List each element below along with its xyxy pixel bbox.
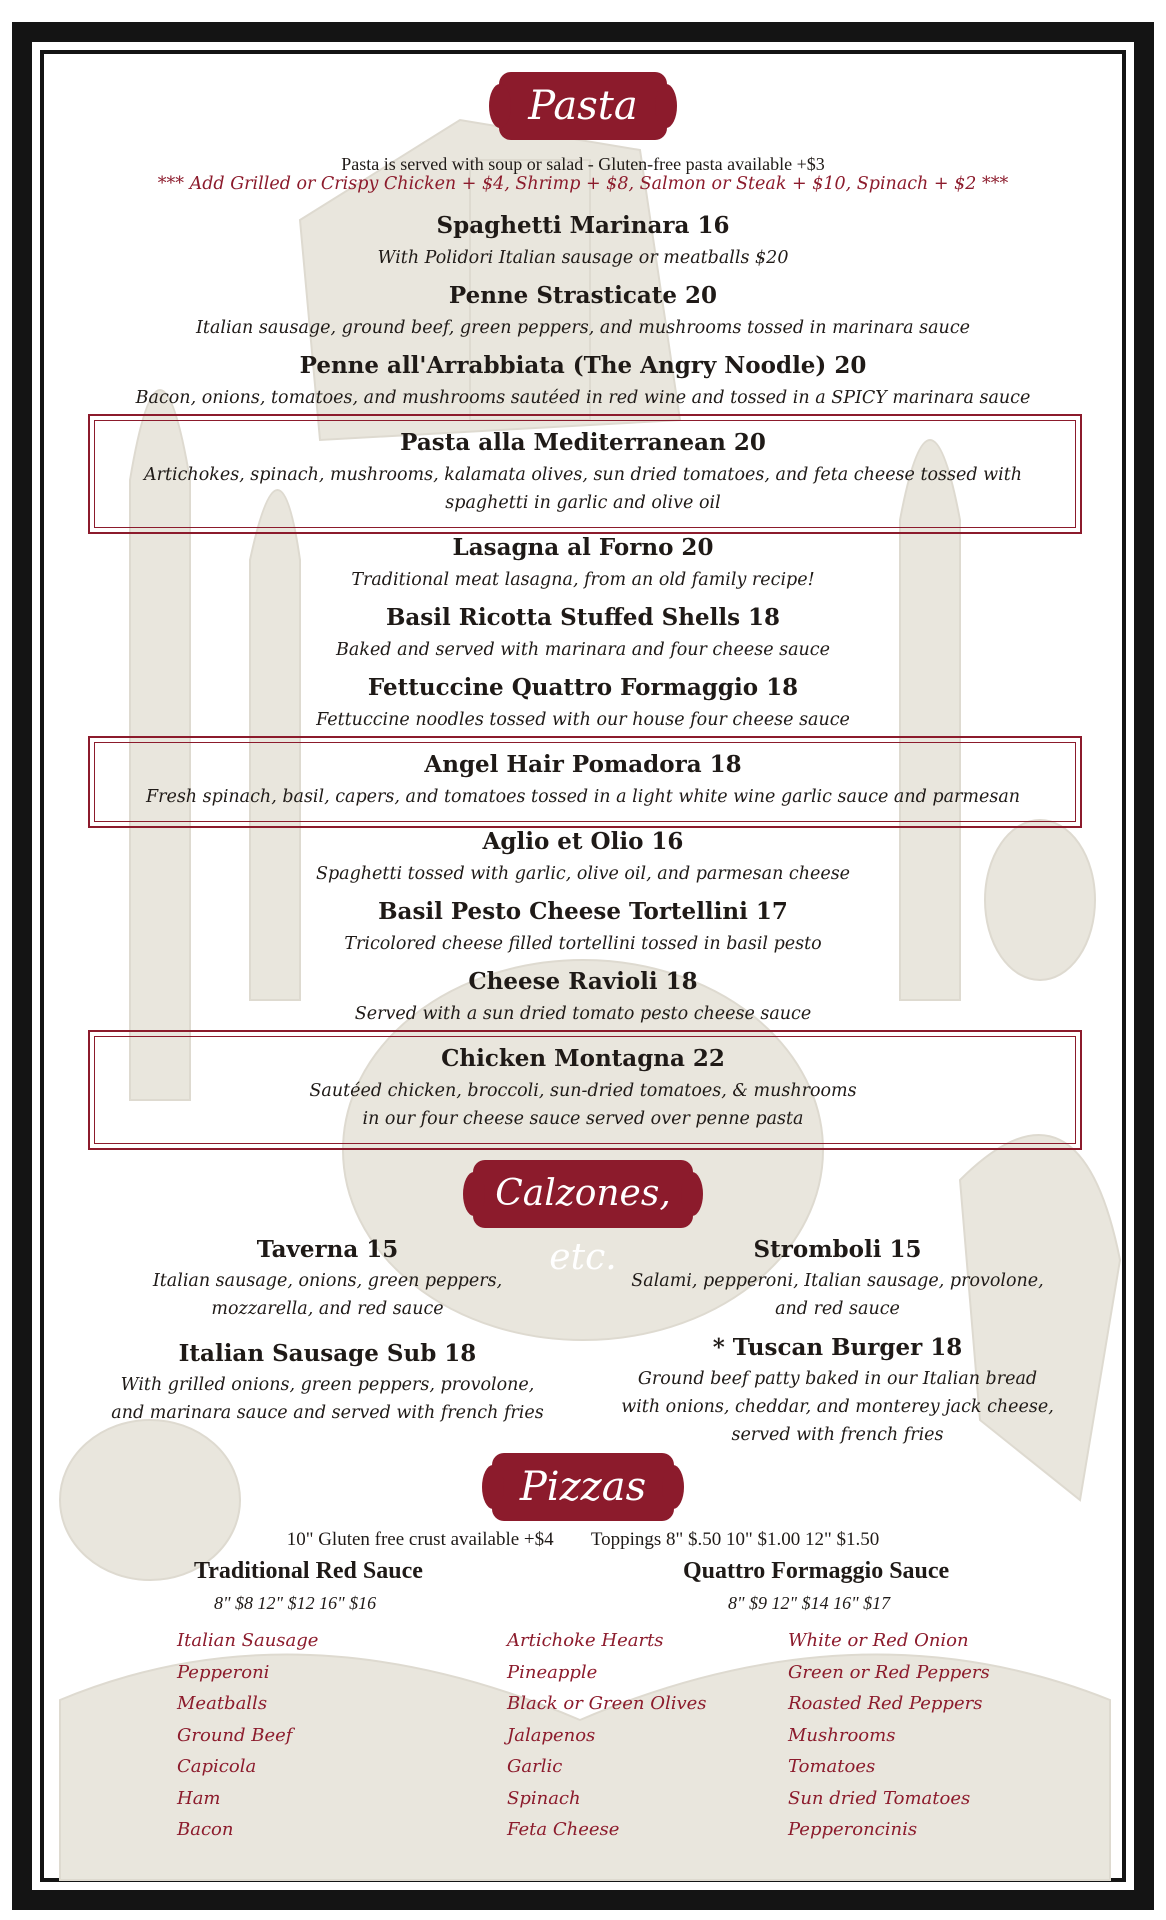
menu-item-title: Aglio et Olio 16 (482, 828, 684, 855)
topping-item: Tomatoes (788, 1756, 876, 1777)
menu-item-desc: with onions, cheddar, and monterey jack cheese, (621, 1397, 1054, 1417)
red-sauce-title: Traditional Red Sauce (194, 1558, 423, 1584)
menu-item-desc: mozzarella, and red sauce (211, 1299, 444, 1319)
pizza-options-line (0, 1529, 1166, 1551)
menu-item-desc: With grilled onions, green peppers, provolone, (120, 1375, 535, 1395)
topping-item: Green or Red Peppers (788, 1661, 990, 1683)
menu-item-desc: Bacon, onions, tomatoes, and mushrooms sautéed in red wine and tossed in a SPICY marinara sauce (135, 388, 1031, 408)
topping-item: Jalapenos (507, 1724, 596, 1746)
menu-item-desc: Tricolored cheese filled tortellini tossed in basil pesto (344, 934, 822, 954)
pasta-banner: Pasta (501, 74, 665, 138)
quattro-formaggio-prices: 8" $9 12" $14 16" $17 (728, 1593, 891, 1613)
menu-item-title: * Tuscan Burger 18 (712, 1334, 963, 1361)
menu-item-desc: Ground beef patty baked in our Italian bread (637, 1369, 1038, 1389)
menu-item-desc: Sautéed chicken, broccoli, sun-dried tomatoes, & mushrooms (309, 1081, 857, 1101)
menu-item-desc: Italian sausage, onions, green peppers, (152, 1271, 503, 1291)
gluten-free-note: 10" Gluten free crust available +$4 (286, 1529, 554, 1550)
menu-item-title: Chicken Montagna 22 (441, 1045, 725, 1072)
topping-item: Spinach (507, 1787, 581, 1809)
toppings-list-produce (788, 1625, 990, 1846)
menu-item-desc: Traditional meat lasagna, from an old family recipe! (351, 570, 815, 590)
calzone-item (105, 1340, 550, 1427)
calzones-banner: Calzones, etc. (475, 1162, 691, 1226)
menu-item-desc: Fresh spinach, basil, capers, and tomatoes tossed in a light white wine garlic sauce and parmesan (145, 787, 1021, 807)
quattro-formaggio-title: Quattro Formaggio Sauce (683, 1558, 950, 1584)
pasta-intro: Pasta is served with soup or salad - Gluten-free pasta available +$3 (341, 154, 825, 174)
menu-item-title: Basil Ricotta Stuffed Shells 18 (385, 604, 781, 631)
menu-item-title: Cheese Ravioli 18 (468, 968, 698, 995)
menu-item-title: Italian Sausage Sub 18 (178, 1340, 477, 1367)
topping-item: White or Red Onion (788, 1630, 969, 1651)
menu-item-desc: served with french fries (731, 1425, 944, 1445)
menu-item-desc: Salami, pepperoni, Italian sausage, provolone, (631, 1271, 1044, 1291)
red-sauce-prices: 8" $8 12" $12 16" $16 (214, 1593, 377, 1613)
topping-item: Mushrooms (788, 1724, 896, 1746)
menu-item-title: Fettuccine Quattro Formaggio 18 (367, 674, 799, 701)
menu-item-desc: Spaghetti tossed with garlic, olive oil, and parmesan cheese (315, 864, 851, 884)
toppings-list-meats (177, 1625, 318, 1846)
topping-item: Black or Green Olives (507, 1693, 707, 1714)
toppings-prices: Toppings 8" $.50 10" $1.00 12" $1.50 (590, 1529, 880, 1550)
topping-item: Ground Beef (177, 1724, 293, 1746)
topping-item: Meatballs (177, 1693, 268, 1714)
menu-item-title: Lasagna al Forno 20 (452, 534, 714, 561)
topping-item: Roasted Red Peppers (788, 1693, 983, 1714)
menu-item-title: Basil Pesto Cheese Tortellini 17 (378, 898, 788, 925)
menu-item-desc: With Polidori Italian sausage or meatballs $20 (377, 248, 789, 268)
menu-item-desc: Baked and served with marinara and four cheese sauce (336, 640, 830, 660)
topping-item: Pineapple (507, 1661, 598, 1683)
pasta-addon-note: *** Add Grilled or Crispy Chicken + $4, Shrimp + $8, Salmon or Steak + $10, Spinach + $2 *** (157, 174, 1009, 194)
menu-item-desc: and red sauce (775, 1299, 900, 1319)
calzone-item (615, 1334, 1060, 1449)
pizzas-banner: Pizzas (494, 1455, 672, 1519)
menu-item-title: Pasta alla Mediterranean 20 (400, 429, 766, 456)
topping-item: Pepperoni (177, 1661, 270, 1683)
featured-item-box (88, 736, 1082, 828)
topping-item: Italian Sausage (177, 1630, 319, 1651)
menu-item-title: Stromboli 15 (753, 1236, 922, 1263)
menu-item-title: Angel Hair Pomadora 18 (424, 751, 742, 778)
topping-item: Capicola (177, 1756, 257, 1777)
menu-item-desc: and marinara sauce and served with french fries (111, 1403, 544, 1423)
calzone-item (105, 1236, 550, 1323)
topping-item: Sun dried Tomatoes (788, 1787, 971, 1809)
menu-item-desc: Artichokes, spinach, mushrooms, kalamata olives, sun dried tomatoes, and feta cheese tossed with (144, 465, 1022, 485)
menu-item-desc: Italian sausage, ground beef, green peppers, and mushrooms tossed in marinara sauce (196, 318, 970, 338)
menu-item-desc: spaghetti in garlic and olive oil (445, 493, 721, 513)
topping-item: Pepperoncinis (788, 1819, 918, 1840)
menu-item-title: Penne all'Arrabbiata (The Angry Noodle) 20 (299, 352, 867, 379)
topping-item: Bacon (177, 1819, 234, 1840)
calzone-item (615, 1236, 1060, 1323)
topping-item: Garlic (507, 1756, 563, 1777)
menu-item-title: Taverna 15 (256, 1236, 399, 1263)
menu-item-title: Spaghetti Marinara 16 (436, 212, 730, 239)
menu-item-desc: Fettuccine noodles tossed with our house four cheese sauce (316, 710, 850, 730)
topping-item: Artichoke Hearts (507, 1630, 664, 1651)
toppings-list-veg (507, 1625, 707, 1846)
menu-item-desc: Served with a sun dried tomato pesto cheese sauce (354, 1004, 812, 1024)
topping-item: Feta Cheese (507, 1819, 620, 1840)
menu-item-desc: in our four cheese sauce served over penne pasta (362, 1109, 804, 1129)
menu-item-title: Penne Strasticate 20 (448, 282, 718, 309)
topping-item: Ham (177, 1787, 221, 1809)
